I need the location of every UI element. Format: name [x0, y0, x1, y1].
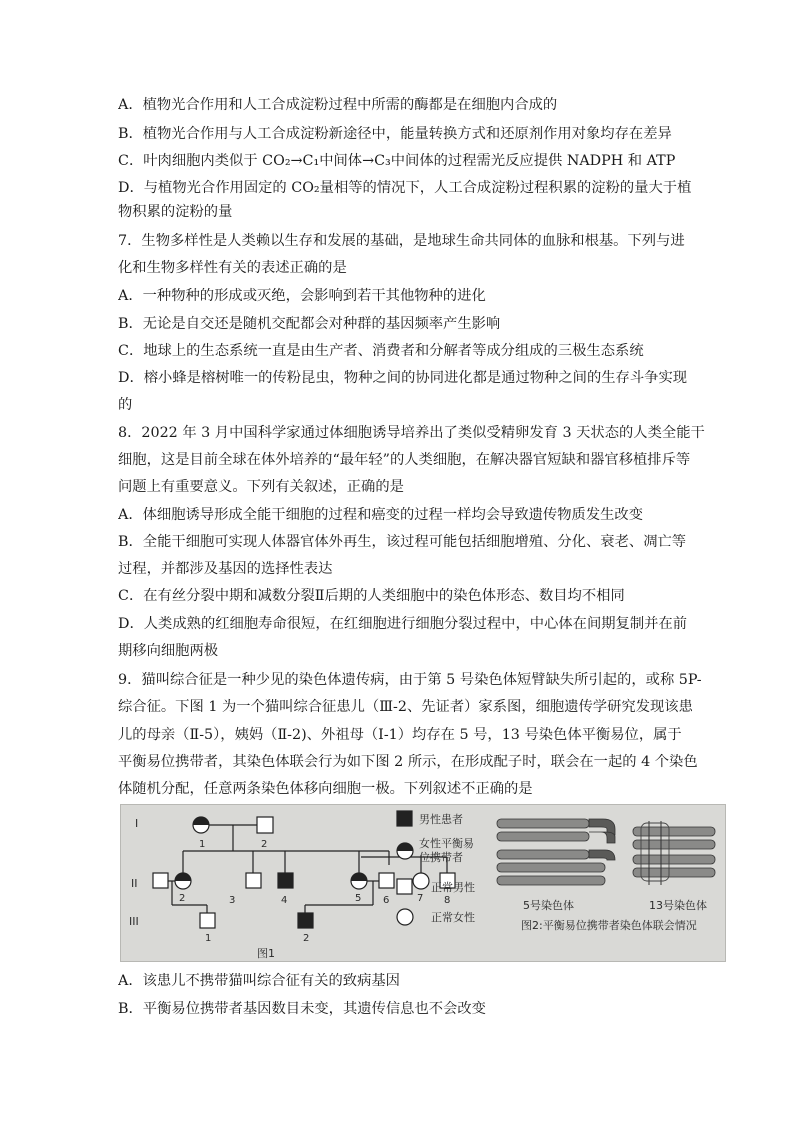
legend-carrier-female-line2: 位携带者	[419, 851, 463, 864]
text-line: 问题上有重要意义。下列有关叙述，正确的是	[118, 479, 404, 495]
label-II-5: 5	[355, 893, 362, 904]
chromosome-5-label: 5号染色体	[523, 899, 574, 912]
legend-affected-male-icon	[397, 811, 412, 826]
individual-III-1	[200, 913, 215, 928]
text-line: 过程，并都涉及基因的选择性表达	[118, 561, 333, 577]
text-line: 综合征。下图 1 为一个猫叫综合征患儿（Ⅲ-2、先证者）家系图，细胞遗传学研究发现该患	[118, 699, 693, 715]
individual-I-2	[257, 817, 273, 833]
text-line: B．全能干细胞可实现人体器官体外再生，该过程可能包括细胞增殖、分化、衰老、凋亡等	[118, 534, 687, 550]
text-line: 期移向细胞两极	[118, 643, 219, 659]
label-II-4: 4	[281, 895, 288, 906]
text-line: 化和生物多样性有关的表述正确的是	[118, 260, 347, 276]
individual-I-1	[193, 817, 209, 833]
legend-carrier-female-icon	[397, 843, 413, 859]
text-line: 的	[118, 397, 133, 413]
text-line: 细胞，这是目前全球在体外培养的“最年轻”的人类细胞，在解决器官短缺和器官移植排斥等	[118, 452, 691, 468]
text-line: A．植物光合作用和人工合成淀粉过程中所需的酶都是在细胞内合成的	[118, 97, 558, 113]
label-II-8: 8	[444, 895, 451, 906]
individual-II-1	[153, 873, 168, 888]
individual-II-5	[351, 873, 367, 889]
chromosome-13-diagram	[633, 821, 715, 885]
individual-III-2	[298, 913, 313, 928]
figure-svg	[121, 805, 726, 962]
figure-2-caption: 图2:平衡易位携带者染色体联会情况	[521, 919, 697, 932]
legend-normal-male: 正常男性	[431, 881, 475, 894]
legend-normal-male-icon	[397, 879, 412, 894]
legend-normal-female: 正常女性	[431, 911, 475, 924]
text-line: 儿的母亲（Ⅱ-5），姨妈（Ⅱ-2)、外祖母（I-1）均存在 5 号，13 号染色体平衡易位，属于	[118, 727, 682, 743]
text-line: 9．猫叫综合征是一种少见的染色体遗传病，由于第 5 号染色体短臂缺失所引起的，或称 5P-	[118, 672, 702, 688]
text-line: 平衡易位携带者，其染色体联会行为如下图 2 所示，在形成配子时，联会在一起的 4 个染色	[118, 754, 698, 770]
label-I-1: 1	[199, 839, 206, 850]
chromosome-5-diagram	[497, 819, 615, 885]
answer-option-line: B．平衡易位携带者基因数目未变，其遗传信息也不会改变	[118, 1001, 486, 1017]
label-II-6: 6	[383, 895, 390, 906]
text-line: D．与植物光合作用固定的 CO₂量相等的情况下，人工合成淀粉过程积累的淀粉的量大于植	[118, 180, 692, 196]
gen-label-I: I	[135, 817, 139, 830]
text-line: A．一种物种的形成或灭绝，会影响到若干其他物种的进化	[118, 288, 486, 304]
chromosome-13-label: 13号染色体	[649, 899, 707, 912]
individual-II-7	[413, 873, 429, 889]
text-line: 8．2022 年 3 月中国科学家通过体细胞诱导培养出了类似受精卵发育 3 天状态的人类全能干	[118, 425, 705, 441]
label-II-3: 3	[229, 895, 236, 906]
gen-label-II: II	[131, 877, 138, 890]
text-line: C．叶肉细胞内类似于 CO₂→C₁中间体→C₃中间体的过程需光反应提供 NADPH 和 ATP	[118, 153, 676, 169]
text-line: D．榕小蜂是榕树唯一的传粉昆虫，物种之间的协同进化都是通过物种之间的生存斗争实现	[118, 370, 688, 386]
individual-II-3	[246, 873, 261, 888]
legend-normal-female-icon	[397, 909, 413, 925]
gen-label-III: III	[129, 915, 139, 928]
individual-II-4	[278, 873, 293, 888]
text-line: A．体细胞诱导形成全能干细胞的过程和癌变的过程一样均会导致遗传物质发生改变	[118, 507, 644, 523]
text-line: B．植物光合作用与人工合成淀粉新途径中，能量转换方式和还原剂作用对象均存在差异	[118, 126, 672, 142]
text-line: 物积累的淀粉的量	[118, 204, 233, 220]
text-line: D．人类成熟的红细胞寿命很短，在红细胞进行细胞分裂过程中，中心体在间期复制并在前	[118, 616, 688, 632]
answer-option-line: A．该患儿不携带猫叫综合征有关的致病基因	[118, 973, 400, 989]
label-III-1: 1	[205, 933, 212, 944]
legend-carrier-female-line1: 女性平衡易	[419, 837, 474, 850]
pedigree-and-chromosome-figure	[120, 804, 726, 962]
text-line: C．在有丝分裂中期和减数分裂Ⅱ后期的人类细胞中的染色体形态、数目均不相同	[118, 588, 625, 604]
text-line: B．无论是自交还是随机交配都会对种群的基因频率产生影响	[118, 316, 501, 332]
label-II-2: 2	[179, 893, 186, 904]
text-line: 7．生物多样性是人类赖以生存和发展的基础，是地球生命共同体的血脉和根基。下列与进	[118, 233, 685, 249]
text-line: C．地球上的生态系统一直是由生产者、消费者和分解者等成分组成的三极生态系统	[118, 343, 644, 359]
figure-1-caption: 图1	[257, 947, 275, 960]
legend-affected-male: 男性患者	[419, 813, 463, 826]
individual-II-6	[379, 873, 394, 888]
individual-II-2	[175, 873, 191, 889]
label-I-2: 2	[261, 839, 268, 850]
text-line: 体随机分配，任意两条染色体移向细胞一极。下列叙述不正确的是	[118, 781, 533, 797]
label-III-2: 2	[303, 933, 310, 944]
label-II-7: 7	[417, 893, 424, 904]
